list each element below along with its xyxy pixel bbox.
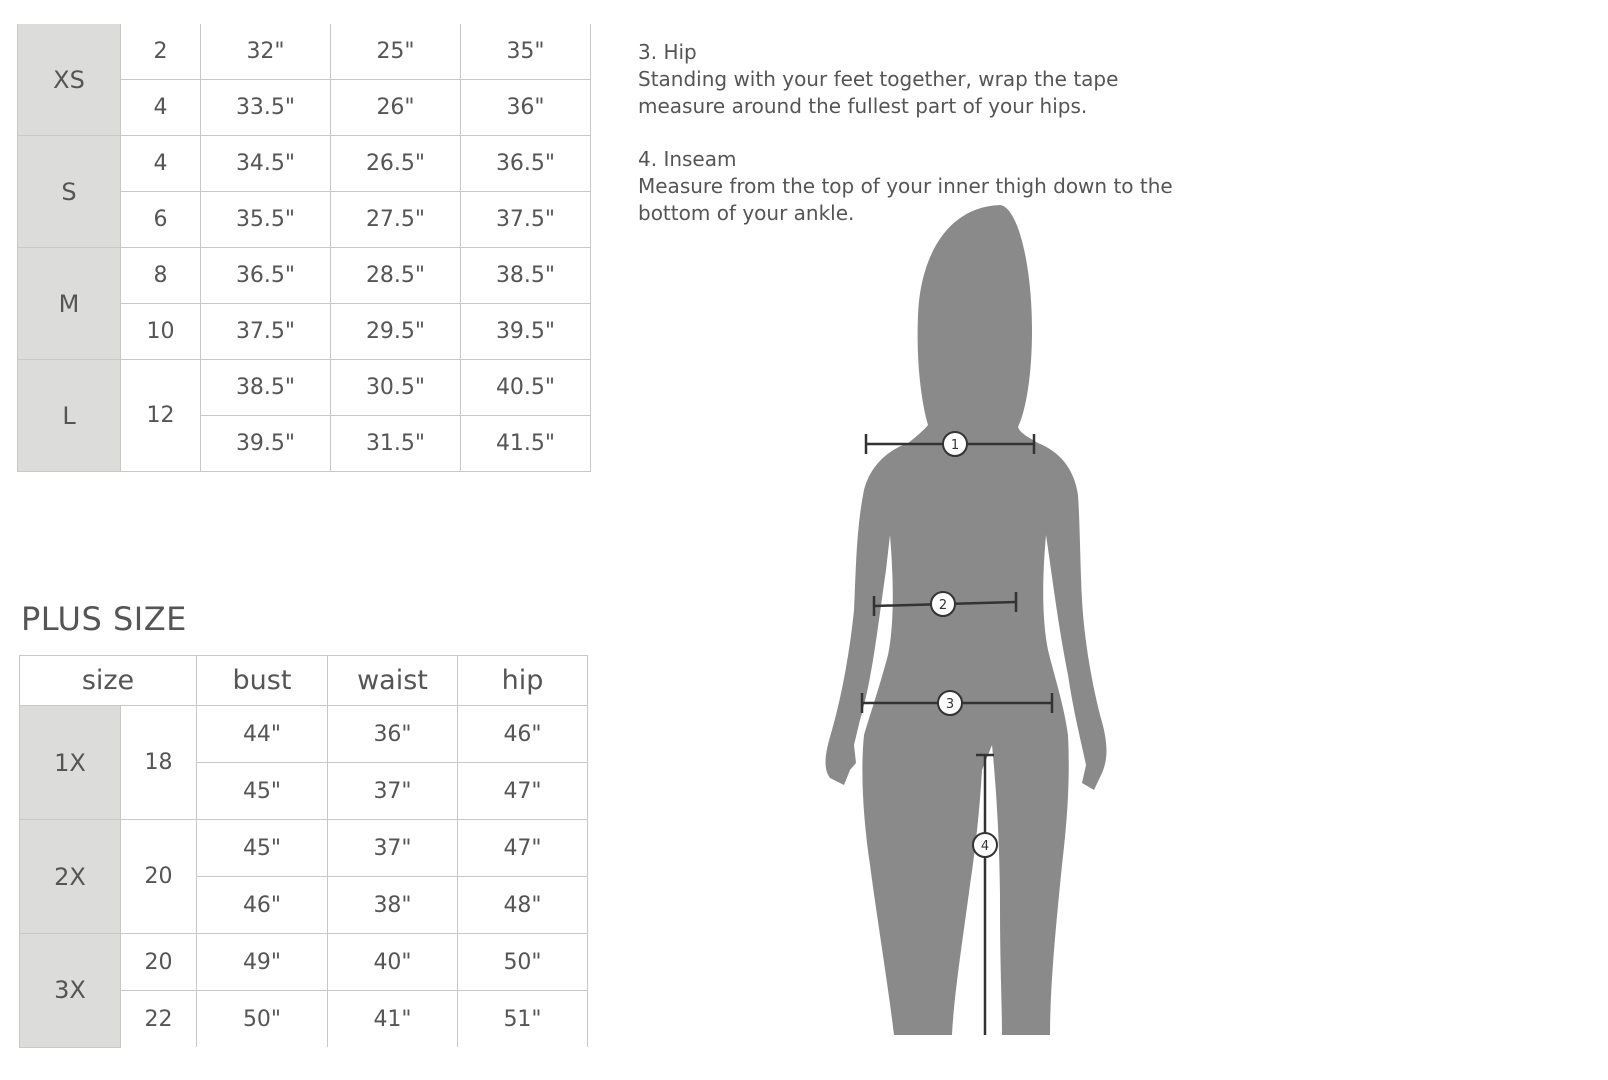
measurement-marker-3	[938, 691, 962, 715]
bust-cell: 50"	[197, 991, 328, 1048]
table-header-row	[20, 656, 588, 706]
bust-cell: 38.5"	[201, 360, 331, 416]
bust-cell: 45"	[197, 820, 328, 877]
hip-cell: 38.5"	[461, 248, 591, 304]
hip-cell: 50"	[458, 934, 588, 991]
hip-cell: 40.5"	[461, 360, 591, 416]
standard-size-table	[17, 24, 591, 472]
svg-text:3: 3	[945, 697, 955, 712]
size-label-1x: 1X	[20, 706, 121, 820]
waist-cell: 31.5"	[331, 416, 461, 472]
bust-cell: 39.5"	[201, 416, 331, 472]
hip-cell: 37.5"	[461, 192, 591, 248]
size-label-s: S	[18, 136, 121, 248]
us-size-cell: 20	[121, 820, 197, 934]
body-silhouette	[826, 205, 1107, 1035]
hip-cell: 39.5"	[461, 304, 591, 360]
measurement-marker-4	[973, 833, 997, 857]
instruction-text: Measure from the top of your inner thigh down to the bottom of your ankle.	[638, 174, 1173, 225]
us-size-cell: 4	[121, 80, 201, 136]
instruction-hip	[638, 39, 1198, 120]
bust-header: bust	[197, 656, 328, 706]
us-size-cell: 12	[121, 360, 201, 472]
bust-cell: 49"	[197, 934, 328, 991]
bust-cell: 34.5"	[201, 136, 331, 192]
waist-cell: 28.5"	[331, 248, 461, 304]
table-row	[18, 248, 591, 304]
bust-cell: 35.5"	[201, 192, 331, 248]
bust-cell: 37.5"	[201, 304, 331, 360]
svg-text:4: 4	[980, 839, 990, 854]
table-row	[18, 24, 591, 80]
table-row	[18, 136, 591, 192]
body-silhouette-figure	[820, 205, 1120, 1035]
size-label-m: M	[18, 248, 121, 360]
us-size-cell: 18	[121, 706, 197, 820]
hip-cell: 47"	[458, 763, 588, 820]
plus-size-table	[19, 655, 588, 1048]
waist-cell: 38"	[328, 877, 458, 934]
measurement-marker-1	[943, 432, 967, 456]
bust-cell: 36.5"	[201, 248, 331, 304]
waist-cell: 26"	[331, 80, 461, 136]
bust-cell: 33.5"	[201, 80, 331, 136]
bust-cell: 44"	[197, 706, 328, 763]
plus-size-title: PLUS SIZE	[21, 600, 187, 638]
hip-cell: 47"	[458, 820, 588, 877]
svg-text:2: 2	[938, 598, 948, 613]
size-label-l: L	[18, 360, 121, 472]
us-size-cell: 6	[121, 192, 201, 248]
hip-cell: 36.5"	[461, 136, 591, 192]
measurement-marker-2	[931, 592, 955, 616]
hip-cell: 36"	[461, 80, 591, 136]
waist-cell: 37"	[328, 820, 458, 877]
table-row	[18, 360, 591, 416]
table-row	[20, 706, 588, 763]
instruction-text: Standing with your feet together, wrap the tape measure around the fullest part of your hips.	[638, 67, 1119, 118]
waist-cell: 41"	[328, 991, 458, 1048]
us-size-cell: 2	[121, 24, 201, 80]
waist-cell: 40"	[328, 934, 458, 991]
instruction-title: 3. Hip	[638, 40, 697, 64]
us-size-cell: 22	[121, 991, 197, 1048]
size-label-xs: XS	[18, 24, 121, 136]
hip-cell: 35"	[461, 24, 591, 80]
instruction-title: 4. Inseam	[638, 147, 737, 171]
waist-header: waist	[328, 656, 458, 706]
table-row	[20, 820, 588, 877]
hip-cell: 48"	[458, 877, 588, 934]
svg-text:1: 1	[950, 438, 960, 453]
table-row	[20, 934, 588, 991]
waist-cell: 29.5"	[331, 304, 461, 360]
hip-cell: 51"	[458, 991, 588, 1048]
size-label-2x: 2X	[20, 820, 121, 934]
waist-cell: 30.5"	[331, 360, 461, 416]
waist-cell: 37"	[328, 763, 458, 820]
hip-cell: 46"	[458, 706, 588, 763]
us-size-cell: 8	[121, 248, 201, 304]
us-size-cell: 10	[121, 304, 201, 360]
size-header: size	[20, 656, 197, 706]
bust-cell: 45"	[197, 763, 328, 820]
us-size-cell: 4	[121, 136, 201, 192]
waist-cell: 25"	[331, 24, 461, 80]
bust-cell: 32"	[201, 24, 331, 80]
hip-cell: 41.5"	[461, 416, 591, 472]
waist-cell: 27.5"	[331, 192, 461, 248]
waist-cell: 26.5"	[331, 136, 461, 192]
us-size-cell: 20	[121, 934, 197, 991]
size-label-3x: 3X	[20, 934, 121, 1048]
hip-header: hip	[458, 656, 588, 706]
waist-cell: 36"	[328, 706, 458, 763]
bust-cell: 46"	[197, 877, 328, 934]
